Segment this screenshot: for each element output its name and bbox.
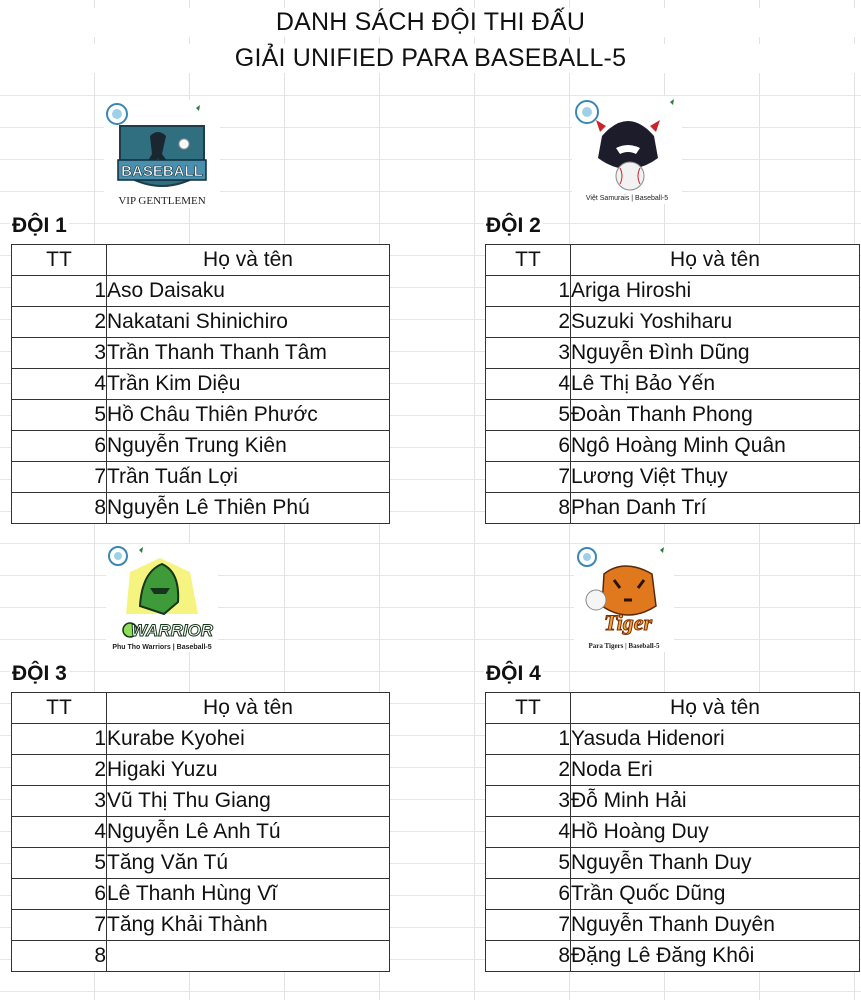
player-number: 4: [486, 369, 571, 400]
player-number: 8: [486, 493, 571, 524]
player-number: 2: [486, 307, 571, 338]
player-number: 8: [12, 493, 107, 524]
player-name: Lê Thanh Hùng Vĩ: [107, 879, 390, 910]
table-row: [486, 879, 860, 910]
table-row: [12, 400, 390, 431]
table-row: [12, 755, 390, 786]
team-1-logo-caption: VIP GENTLEMEN: [118, 195, 206, 207]
player-name: Trần Thanh Thanh Tâm: [107, 338, 390, 369]
player-number: 5: [12, 848, 107, 879]
table-row: [12, 879, 390, 910]
column-header-tt: TT: [12, 693, 107, 724]
player-name: Nguyễn Lê Thiên Phú: [107, 493, 390, 524]
page-subtitle: GIẢI UNIFIED PARA BASEBALL-5: [0, 44, 861, 73]
player-number: 8: [12, 941, 107, 972]
leaf-mark-icon: [196, 105, 200, 111]
table-row: [12, 724, 390, 755]
player-name: Trần Kim Diệu: [107, 369, 390, 400]
player-name: Yasuda Hidenori: [571, 724, 860, 755]
player-number: 4: [12, 817, 107, 848]
player-number: 3: [486, 338, 571, 369]
leaf-mark-icon: [670, 99, 674, 105]
leaf-mark-icon: [660, 547, 664, 553]
player-name: Trần Quốc Dũng: [571, 879, 860, 910]
column-header-tt: TT: [12, 245, 107, 276]
team-4-label: ĐỘI 4: [486, 662, 541, 685]
team-1-label: ĐỘI 1: [12, 214, 67, 237]
player-name: Nguyễn Lê Anh Tú: [107, 817, 390, 848]
player-number: 6: [12, 879, 107, 910]
player-number: 6: [12, 431, 107, 462]
table-row: [486, 493, 860, 524]
player-number: 2: [12, 755, 107, 786]
table-header-row: [486, 245, 860, 276]
player-name: Đoàn Thanh Phong: [571, 400, 860, 431]
player-name: Aso Daisaku: [107, 276, 390, 307]
player-name: Ngô Hoàng Minh Quân: [571, 431, 860, 462]
table-row: [486, 755, 860, 786]
player-name: Kurabe Kyohei: [107, 724, 390, 755]
table-row: [486, 910, 860, 941]
player-number: 4: [12, 369, 107, 400]
player-number: 6: [486, 431, 571, 462]
team-1-roster-table: [11, 244, 390, 524]
team-3-label: ĐỘI 3: [12, 662, 67, 685]
player-number: 1: [486, 276, 571, 307]
table-row: [486, 786, 860, 817]
table-row: [486, 307, 860, 338]
table-row: [486, 724, 860, 755]
player-name: Nguyễn Trung Kiên: [107, 431, 390, 462]
team-4-roster-table: [485, 692, 860, 972]
player-number: 7: [486, 910, 571, 941]
team-2-label: ĐỘI 2: [486, 214, 541, 237]
table-row: [12, 307, 390, 338]
player-name: Nguyễn Thanh Duyên: [571, 910, 860, 941]
table-row: [12, 462, 390, 493]
team-4-logo-text: Tiger: [603, 610, 653, 635]
table-row: [12, 338, 390, 369]
table-row: [486, 400, 860, 431]
table-header-row: [486, 693, 860, 724]
team-2-logo-caption: Việt Samurais | Baseball-5: [585, 195, 669, 202]
player-number: 5: [486, 848, 571, 879]
player-name: Lê Thị Bảo Yến: [571, 369, 860, 400]
table-row: [12, 941, 390, 972]
player-name: Nakatani Shinichiro: [107, 307, 390, 338]
team-1-logo-text: BASEBALL: [121, 163, 203, 180]
table-row: [12, 786, 390, 817]
team-3-logo: [106, 544, 218, 652]
ball-icon: [616, 162, 644, 190]
ball-icon: [179, 139, 189, 149]
player-name: Nguyễn Đình Dũng: [571, 338, 860, 369]
player-number: 3: [12, 786, 107, 817]
table-row: [12, 848, 390, 879]
table-row: [486, 848, 860, 879]
player-name: Noda Eri: [571, 755, 860, 786]
player-number: 4: [486, 817, 571, 848]
column-header-tt: TT: [486, 693, 571, 724]
table-header-row: [12, 693, 390, 724]
ball-icon: [586, 590, 606, 610]
team-3-roster-table: [11, 692, 390, 972]
table-row: [486, 941, 860, 972]
column-header-name: Họ và tên: [571, 245, 860, 276]
team-3-logo-text: WARRIOR: [130, 621, 214, 640]
team-3-logo-caption: Phu Tho Warriors | Baseball-5: [112, 644, 212, 651]
player-number: 7: [12, 462, 107, 493]
player-number: 1: [486, 724, 571, 755]
player-number: 2: [486, 755, 571, 786]
player-name: Higaki Yuzu: [107, 755, 390, 786]
table-row: [12, 431, 390, 462]
player-name: Nguyễn Thanh Duy: [571, 848, 860, 879]
player-name: Lương Việt Thụy: [571, 462, 860, 493]
table-row: [12, 276, 390, 307]
player-number: 1: [12, 724, 107, 755]
column-header-name: Họ và tên: [571, 693, 860, 724]
team-1-logo: [104, 100, 220, 208]
player-number: 1: [12, 276, 107, 307]
player-number: 7: [486, 462, 571, 493]
column-header-tt: TT: [486, 245, 571, 276]
table-row: [12, 369, 390, 400]
table-row: [12, 817, 390, 848]
player-name: Ariga Hiroshi: [571, 276, 860, 307]
player-name: Tăng Văn Tú: [107, 848, 390, 879]
page-title: DANH SÁCH ĐỘI THI ĐẤU: [0, 8, 861, 37]
table-row: [486, 462, 860, 493]
team-2-logo: [572, 96, 682, 204]
player-name: Hồ Châu Thiên Phước: [107, 400, 390, 431]
column-header-name: Họ và tên: [107, 693, 390, 724]
tiger-head-icon: [602, 566, 656, 615]
table-row: [486, 431, 860, 462]
leaf-mark-icon: [139, 547, 143, 553]
table-row: [12, 493, 390, 524]
player-number: 5: [12, 400, 107, 431]
table-row: [486, 369, 860, 400]
table-row: [486, 338, 860, 369]
player-name: Phan Danh Trí: [571, 493, 860, 524]
team-4-logo: [574, 544, 674, 652]
column-header-name: Họ và tên: [107, 245, 390, 276]
table-row: [12, 910, 390, 941]
player-number: 2: [12, 307, 107, 338]
player-name: [107, 941, 390, 972]
player-name: Đặng Lê Đăng Khôi: [571, 941, 860, 972]
player-number: 3: [486, 786, 571, 817]
player-number: 5: [486, 400, 571, 431]
team-4-logo-caption: Para Tigers | Baseball-5: [588, 642, 660, 650]
player-name: Suzuki Yoshiharu: [571, 307, 860, 338]
player-number: 3: [12, 338, 107, 369]
player-name: Đỗ Minh Hải: [571, 786, 860, 817]
table-header-row: [12, 245, 390, 276]
team-2-roster-table: [485, 244, 860, 524]
player-name: Tăng Khải Thành: [107, 910, 390, 941]
player-name: Vũ Thị Thu Giang: [107, 786, 390, 817]
player-number: 7: [12, 910, 107, 941]
table-row: [486, 817, 860, 848]
player-number: 6: [486, 879, 571, 910]
player-name: Trần Tuấn Lợi: [107, 462, 390, 493]
player-name: Hồ Hoàng Duy: [571, 817, 860, 848]
player-number: 8: [486, 941, 571, 972]
table-row: [486, 276, 860, 307]
